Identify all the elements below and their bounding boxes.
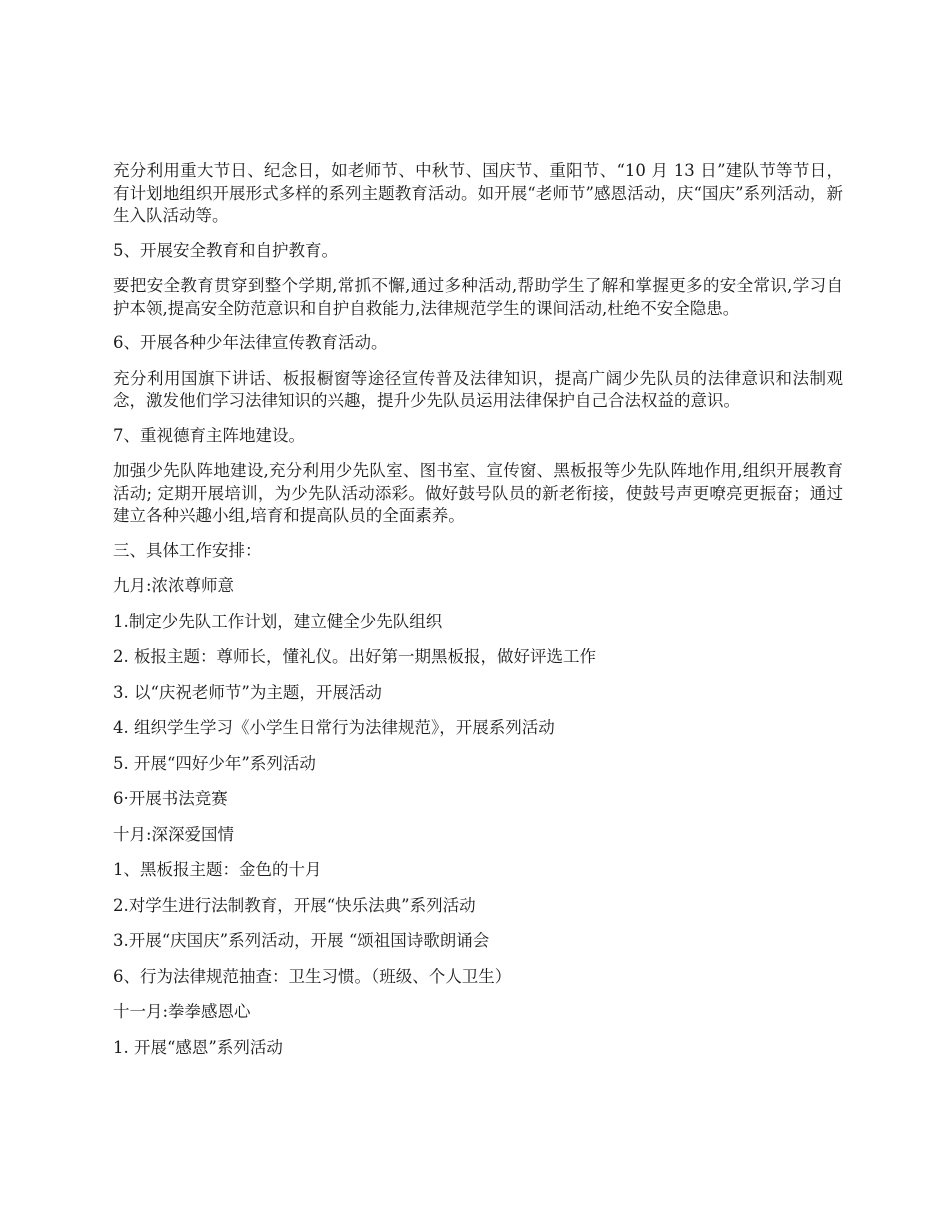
paragraph-moral-base: 加强少先队阵地建设,充分利用少先队室、图书室、宣传窗、黑板报等少先队阵地作用,组织开展教育活动; 定期开展培训，为少先队活动添彩。做好鼓号队员的新老衔接，使鼓号声更嘹亮更振奋；通过建立各种兴趣小组,培育和提高队员的全面素养。 [113, 461, 843, 525]
list-item: 1、黑板报主题：金色的十月 [113, 860, 322, 879]
list-item: 3.开展“庆国庆”系列活动，开展 “颂祖国诗歌朗诵会 [113, 931, 490, 950]
list-item: 4. 组织学生学习《小学生日常行为法律规范》，开展系列活动 [113, 718, 555, 737]
heading-safety-education: 5、开展安全教育和自护教育。 [113, 240, 338, 260]
list-item: 2. 板报主题：尊师长，懂礼仪。出好第一期黑板报，做好评选工作 [113, 647, 596, 666]
paragraph-safety-education: 要把安全教育贯穿到整个学期,常抓不懈,通过多种活动,帮助学生了解和掌握更多的安全常识,学习自护本领,提高安全防范意识和自护自救能力,法律规范学生的课间活动,杜绝不安全隐患。 [113, 276, 843, 318]
paragraph-holiday-education: 充分利用重大节日、纪念日，如老师节、中秋节、国庆节、重阳节、“10 月 13 日”建队节等节日，有计划地组织开展形式多样的系列主题教育活动。如开展“老师节”感恩活动，庆“国庆”系列活动，新生入队活动等。 [113, 161, 843, 225]
list-item: 6、行为法律规范抽查：卫生习惯。（班级、个人卫生） [113, 966, 512, 986]
list-item: 5. 开展“四好少年”系列活动 [113, 753, 316, 773]
document-body [113, 160, 843, 1072]
list-item: 1. 开展“感恩”系列活动 [113, 1037, 283, 1057]
list-item: 6·开展书法竞赛 [113, 789, 228, 808]
list-item: 1.制定少先队工作计划，建立健全少先队组织 [113, 611, 443, 631]
month-heading-october: 十月:深深爱国情 [113, 824, 235, 844]
month-heading-september: 九月:浓浓尊师意 [113, 576, 235, 595]
month-heading-november: 十一月:拳拳感恩心 [113, 1002, 251, 1021]
section-heading-schedule: 三、具体工作安排： [113, 540, 262, 560]
list-item: 3. 以“庆祝老师节”为主题，开展活动 [113, 682, 382, 702]
paragraph-law-education: 充分利用国旗下讲话、板报橱窗等途径宣传普及法律知识，提高广阔少先队员的法律意识和法制观念，激发他们学习法律知识的兴趣，提升少先队员运用法律保护自己合法权益的意识。 [113, 368, 843, 410]
list-item: 2.对学生进行法制教育，开展“快乐法典”系列活动 [113, 895, 476, 915]
heading-moral-base: 7、重视德育主阵地建设。 [113, 425, 305, 445]
heading-law-education: 6、开展各种少年法律宣传教育活动。 [113, 333, 388, 352]
